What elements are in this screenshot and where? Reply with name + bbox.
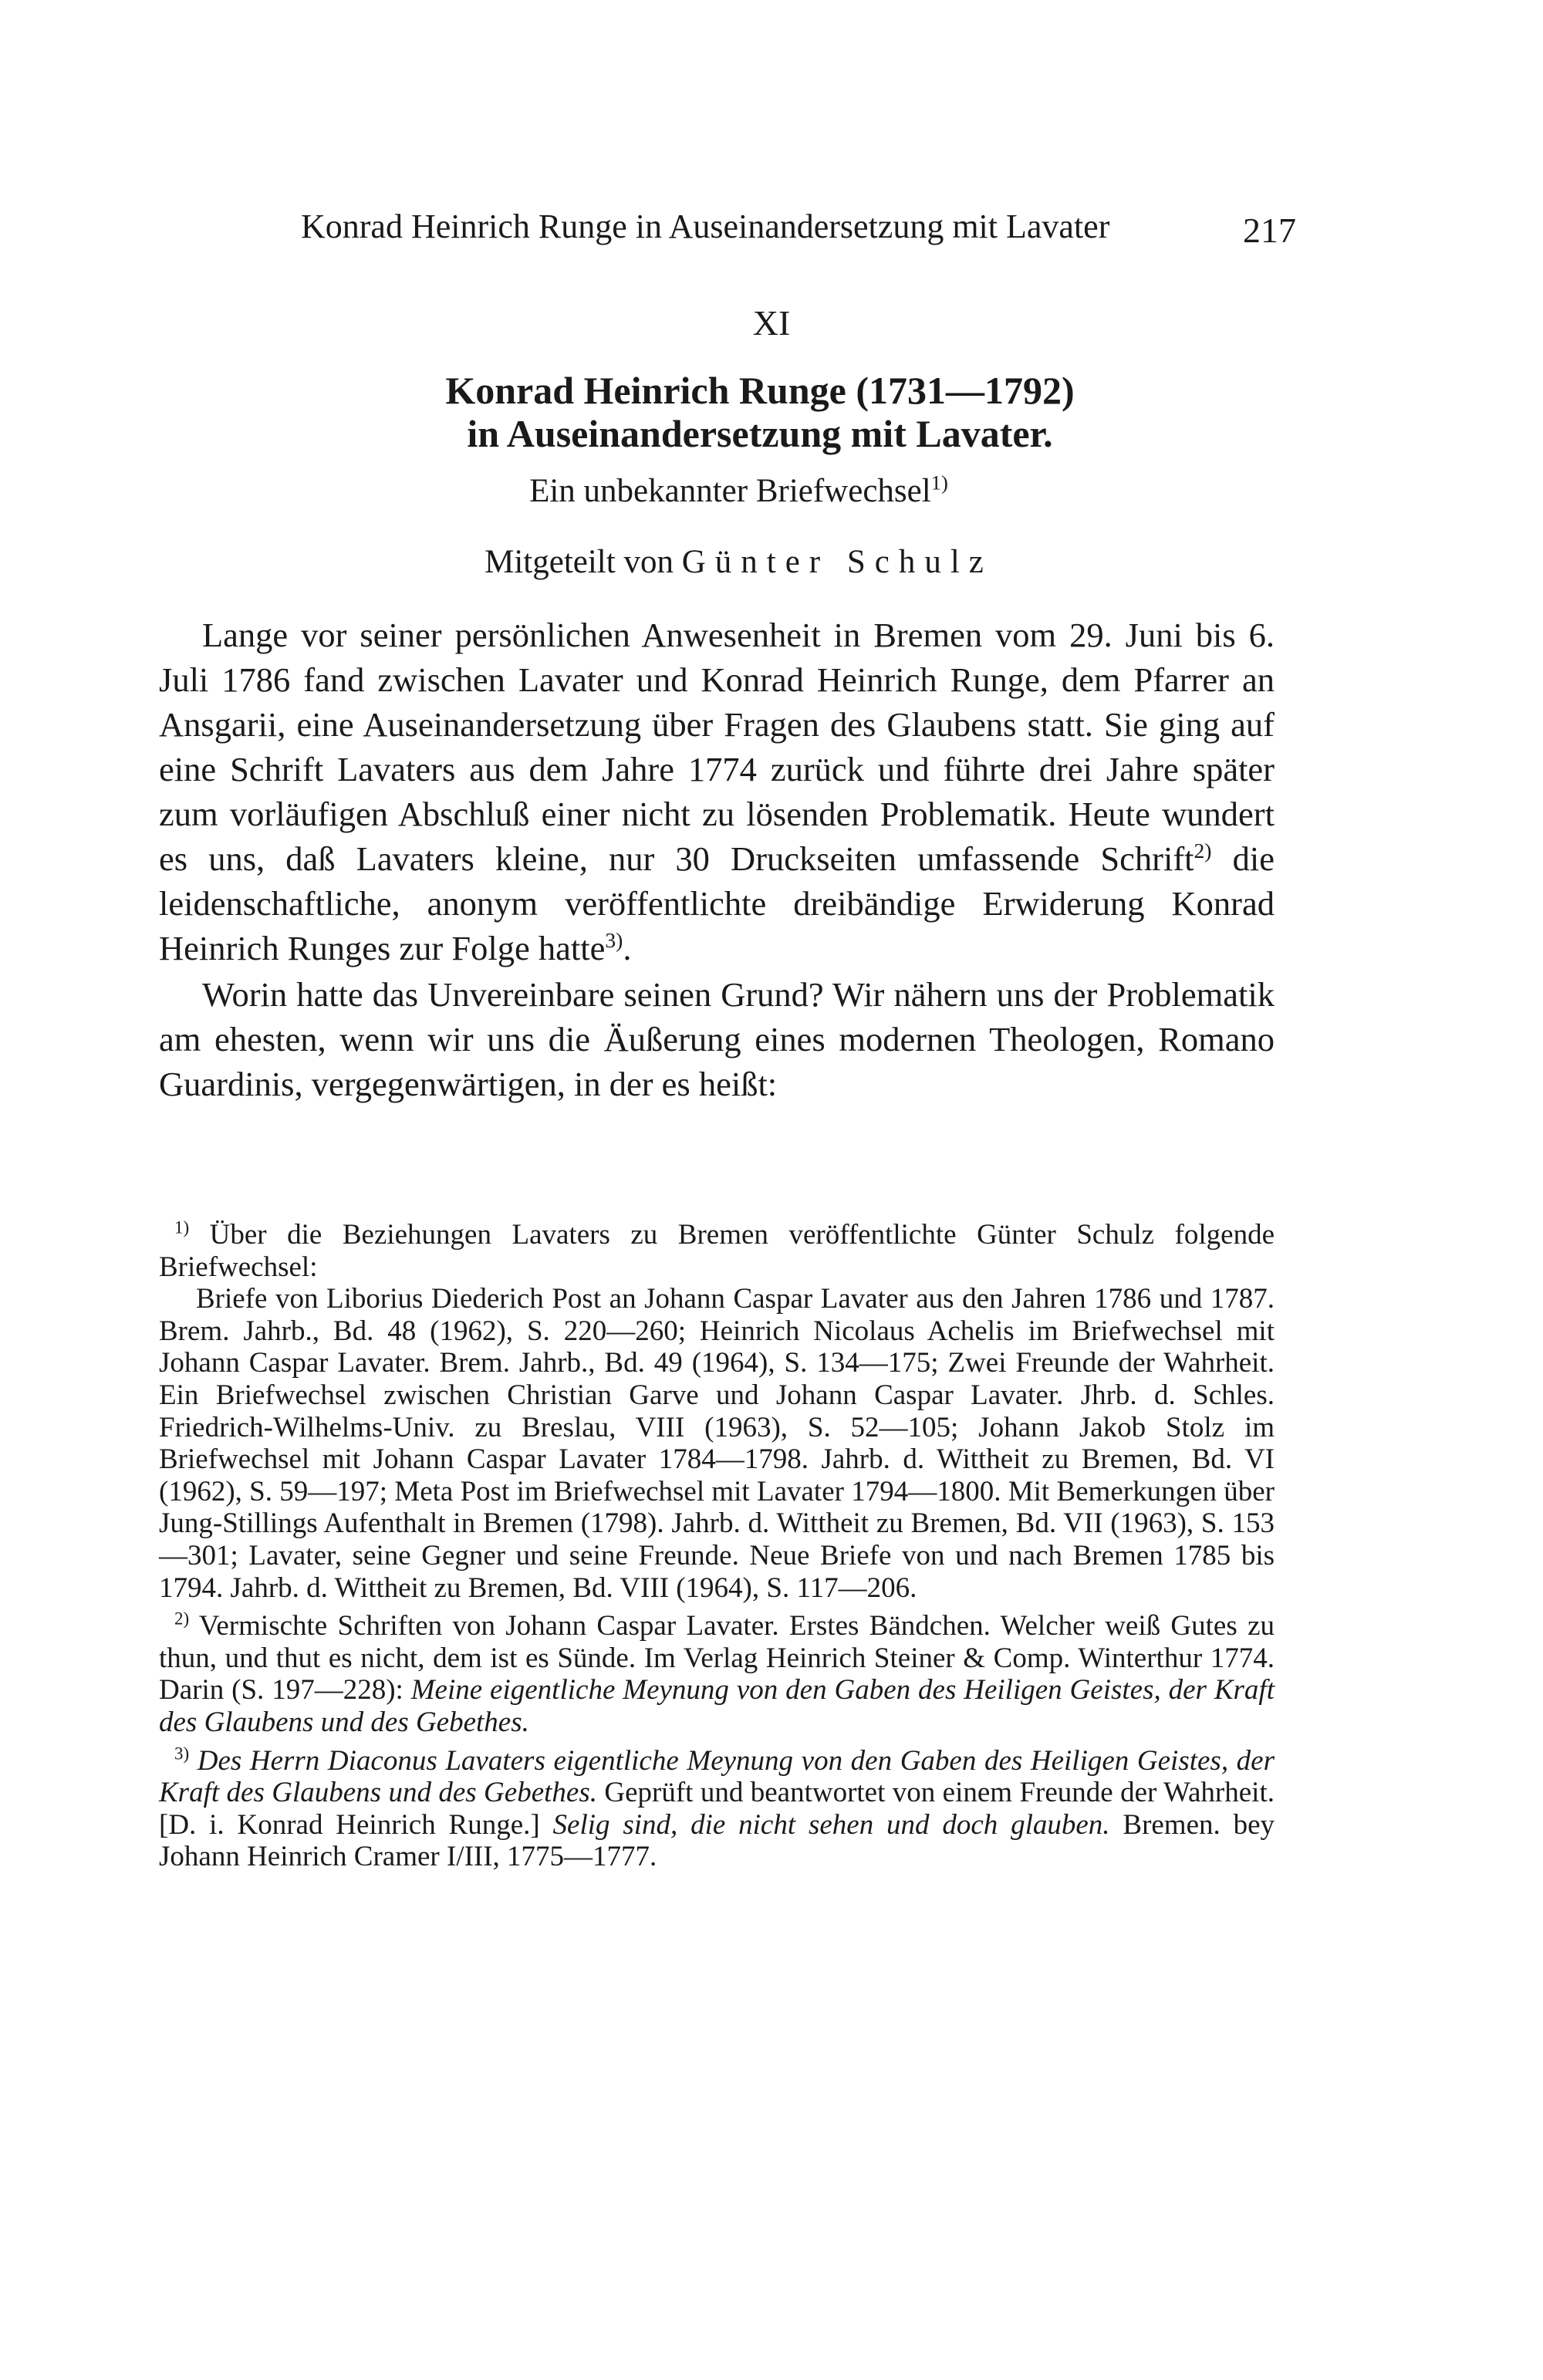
paragraph-2: Worin hatte das Unvereinbare seinen Grund? Wir nähern uns der Problematik am ehesten, wenn wir uns die Äußerung eines modernen Theologen, Romano Guardinis, vergegenwärtigen, in der es heißt: [159, 975, 1275, 1103]
footnote-3-italic-title: Des Herrn Diaconus Lavaters eigentliche Meynung von den Gaben des Heiligen Geistes, der Kraft des Glaubens und des Gebethes. [159, 1744, 1275, 1809]
article-title-line-1: Konrad Heinrich Runge (1731—1792) [445, 369, 1075, 412]
footnote-2-text: Vermischte Schriften von Johann Caspar Lavater. Erstes Bändchen. Welcher weiß Gutes zu thun, und thut es nicht, dem ist es Sünde. Im Verlag Heinrich Steiner & Comp. Winterthur 1774. Darin (S. 197—228): [159, 1610, 1275, 1707]
author-name: Günter Schulz [681, 544, 993, 580]
paragraph-1-part-c: . [623, 929, 632, 967]
article-title-line-2: in Auseinandersetzung mit Lavater. [467, 412, 1053, 455]
footnotes [159, 1219, 1275, 1873]
subtitle-text: Ein unbekannter Briefwechsel [529, 473, 931, 509]
footnote-1-intro-text: Über die Beziehungen Lavaters zu Bremen veröffentlichte Günter Schulz folgende Briefwechsel: [159, 1219, 1275, 1283]
paragraph-1-part-b: die leidenschaftliche, anonym veröffentlichte dreibändige Erwiderung Konrad Heinrich Runges zur Folge hatte [159, 839, 1275, 967]
footnote-2-marker: 2) [174, 1609, 190, 1629]
footnote-1-marker: 1) [174, 1217, 190, 1237]
footnote-3 [159, 1745, 1275, 1873]
page-number: 217 [1243, 211, 1296, 250]
footnote-ref-2: 2) [1194, 839, 1212, 863]
footnote-3-marker: 3) [174, 1744, 190, 1764]
byline [0, 543, 1477, 581]
byline-prefix: Mitgeteilt von [485, 544, 674, 580]
article-subtitle [0, 472, 1477, 510]
running-title: Konrad Heinrich Runge in Auseinandersetzung mit Lavater [301, 208, 1110, 245]
footnote-ref-1: 1) [930, 471, 948, 495]
footnote-2 [159, 1610, 1275, 1738]
footnote-ref-3: 3) [605, 928, 623, 953]
section-numeral: XI [752, 303, 791, 343]
footnote-1-list: Briefe von Liborius Diederich Post an Johann Caspar Lavater aus den Jahren 1786 und 1787. Brem. Jahrb., Bd. 48 (1962), S. 220—260; Heinrich Nicolaus Achelis im Briefwechsel mit Johann Caspar Lavater. Brem. Jahrb., Bd. 49 (1964), S. 134—175; Zwei Freunde der Wahrheit. Ein Briefwechsel zwischen Christian Garve und Johann Caspar Lavater. Jhrb. d. Schles. Friedrich-Wilhelms-Univ. zu Breslau, VIII (1963), S. 52—105; Johann Jakob Stolz im Briefwechsel mit Johann Caspar Lavater 1784—1798. Jahrb. d. Wittheit zu Bremen, Bd. VI (1962), S. 59—197; Meta Post im Briefwechsel mit Lavater 1794—1800. Mit Bemerkungen über Jung-Stillings Aufenthalt in Bremen (1798). Jahrb. d. Wittheit zu Bremen, Bd. VII (1963), S. 153—301; Lavater, seine Gegner und seine Freunde. Neue Briefe von und nach Bremen 1785 bis 1794. Jahrb. d. Wittheit zu Bremen, Bd. VIII (1964), S. 117—206. [159, 1283, 1275, 1604]
footnote-3-text-1: Geprüft und beantwortet von einem Freunde der Wahrheit. [D. i. Konrad Heinrich Runge.] [159, 1777, 1275, 1841]
footnote-1-intro [159, 1219, 1275, 1283]
body-text [159, 613, 1275, 1106]
footnote-3-italic-motto: Selig sind, die nicht sehen und doch glauben. [552, 1808, 1110, 1841]
paragraph-1-part-a: Lange vor seiner persönlichen Anwesenheit in Bremen vom 29. Juni bis 6. Juli 1786 fand zwischen Lavater und Konrad Heinrich Runge, dem Pfarrer an Ansgarii, eine Auseinandersetzung über Fragen des Glaubens statt. Sie ging auf eine Schrift Lavaters aus dem Jahre 1774 zurück und führte drei Jahre später zum vorläufigen Abschluß einer nicht zu lösenden Problematik. Heute wundert es uns, daß Lavaters kleine, nur 30 Druckseiten umfassende Schrift [159, 616, 1275, 878]
article-title [0, 369, 1520, 455]
paragraph-1 [159, 613, 1275, 971]
footnote-2-italic-title: Meine eigentliche Meynung von den Gaben des Heiligen Geistes, der Kraft des Glaubens und des Gebethes. [159, 1674, 1275, 1738]
footnote-3-text-2: Bremen. bey Johann Heinrich Cramer I/III, 1775—1777. [159, 1808, 1275, 1873]
